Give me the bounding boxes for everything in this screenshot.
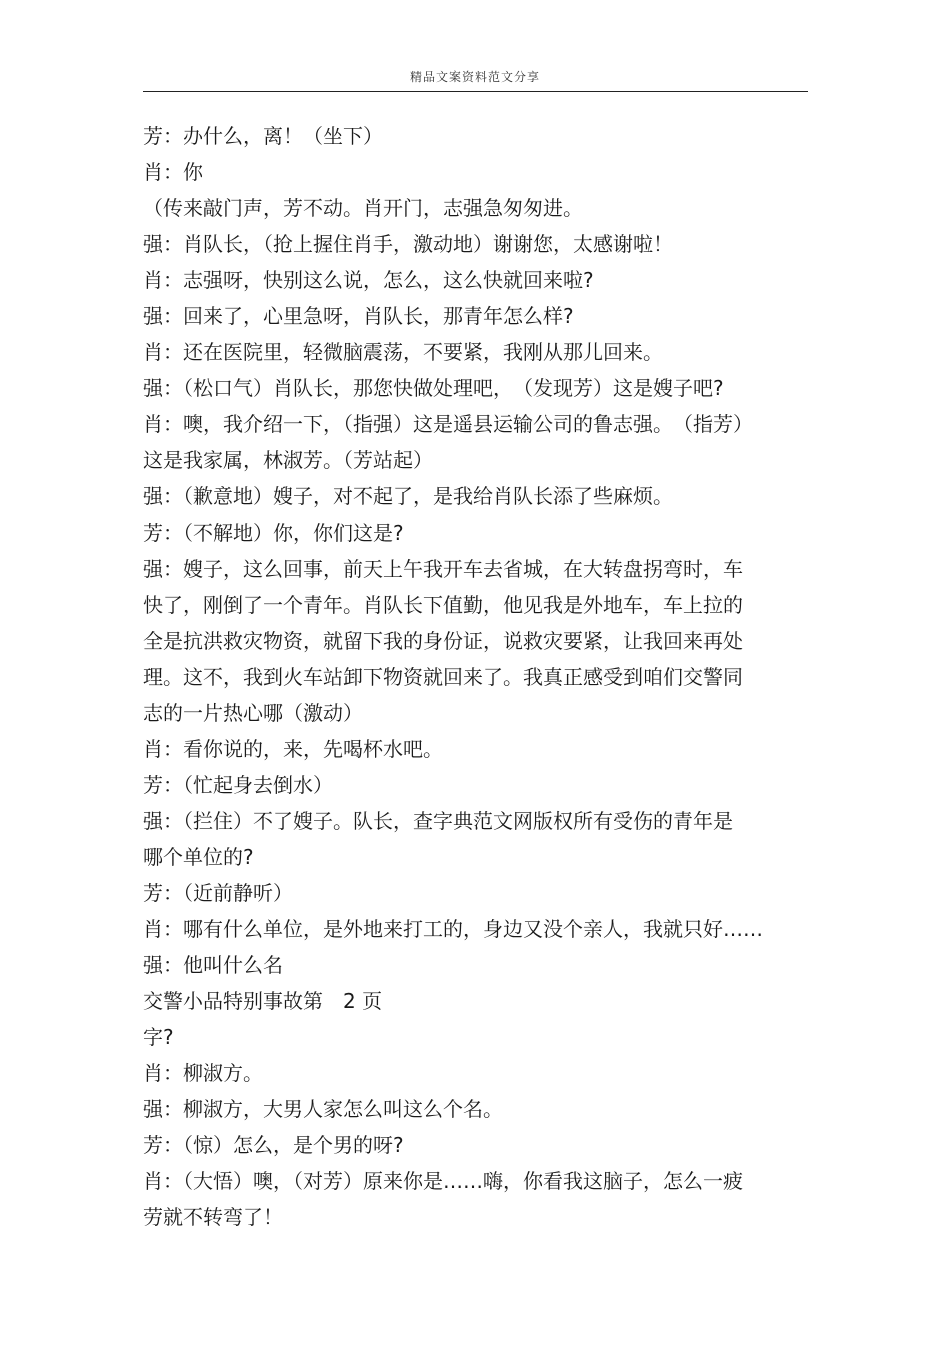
text-line: 肖：柳淑方。 bbox=[143, 1061, 263, 1086]
text-line: 哪个单位的? bbox=[143, 844, 254, 869]
text-line: 志的一片热心哪（激动） bbox=[143, 700, 363, 725]
text-line: 肖：看你说的，来，先喝杯水吧。 bbox=[143, 736, 443, 761]
text-line: （传来敲门声，芳不动。肖开门，志强急匆匆进。 bbox=[143, 196, 583, 221]
text-line: 芳：（近前静听） bbox=[143, 880, 293, 905]
text-line: 肖：噢，我介绍一下，（指强）这是遥县运输公司的鲁志强。 （指芳） bbox=[143, 412, 753, 437]
text-line: 芳：（忙起身去倒水） bbox=[143, 772, 333, 797]
text-line: 强：他叫什么名 bbox=[143, 953, 283, 978]
text-line: 芳：（不解地）你，你们这是? bbox=[143, 520, 404, 545]
text-line: 强：（松口气）肖队长，那您快做处理吧， （发现芳）这是嫂子吧? bbox=[143, 376, 724, 401]
text-line: 强：嫂子，这么回事，前天上午我开车去省城，在大转盘拐弯时，车 bbox=[143, 556, 743, 581]
text-line: 肖：哪有什么单位，是外地来打工的，身边又没个亲人，我就只好…… bbox=[143, 917, 763, 942]
text-line: 强：（拦住）不了嫂子。队长，查字典范文网版权所有受伤的青年是 bbox=[143, 808, 733, 833]
page-number-line: 交警小品特别事故第 2 页 bbox=[143, 989, 383, 1014]
text-line: 强：回来了，心里急呀，肖队长，那青年怎么样? bbox=[143, 304, 574, 329]
text-line: 肖：（大悟）噢，（对芳）原来你是……嗨，你看我这脑子，怎么一疲 bbox=[143, 1169, 743, 1194]
text-line: 这是我家属，林淑芳。（芳站起） bbox=[143, 448, 433, 473]
text-line: 快了，刚倒了一个青年。肖队长下值勤，他见我是外地车，车上拉的 bbox=[143, 592, 743, 617]
text-line: 强：肖队长，（抢上握住肖手，激动地）谢谢您，太感谢啦！ bbox=[143, 232, 673, 257]
script-body bbox=[143, 118, 813, 1235]
text-line: 肖：还在医院里，轻微脑震荡，不要紧，我刚从那儿回来。 bbox=[143, 340, 663, 365]
text-line: 肖：志强呀，快别这么说，怎么，这么快就回来啦? bbox=[143, 268, 594, 293]
text-line: 全是抗洪救灾物资，就留下我的身份证，说救灾要紧，让我回来再处 bbox=[143, 628, 743, 653]
text-line: 理。这不，我到火车站卸下物资就回来了。我真正感受到咱们交警同 bbox=[143, 664, 743, 689]
text-line: 芳：办什么，离！（坐下） bbox=[143, 124, 383, 148]
text-line: 强：（歉意地）嫂子，对不起了，是我给肖队长添了些麻烦。 bbox=[143, 484, 673, 509]
page-header: 精品文案资料范文分享 bbox=[409, 70, 540, 84]
text-line: 肖：你 bbox=[143, 160, 203, 185]
text-line: 劳就不转弯了！ bbox=[143, 1205, 283, 1230]
text-line: 芳：（惊）怎么，是个男的呀? bbox=[143, 1133, 404, 1158]
text-line: 强：柳淑方，大男人家怎么叫这么个名。 bbox=[143, 1097, 503, 1122]
text-line: 字? bbox=[143, 1025, 174, 1050]
header-divider bbox=[143, 91, 808, 92]
